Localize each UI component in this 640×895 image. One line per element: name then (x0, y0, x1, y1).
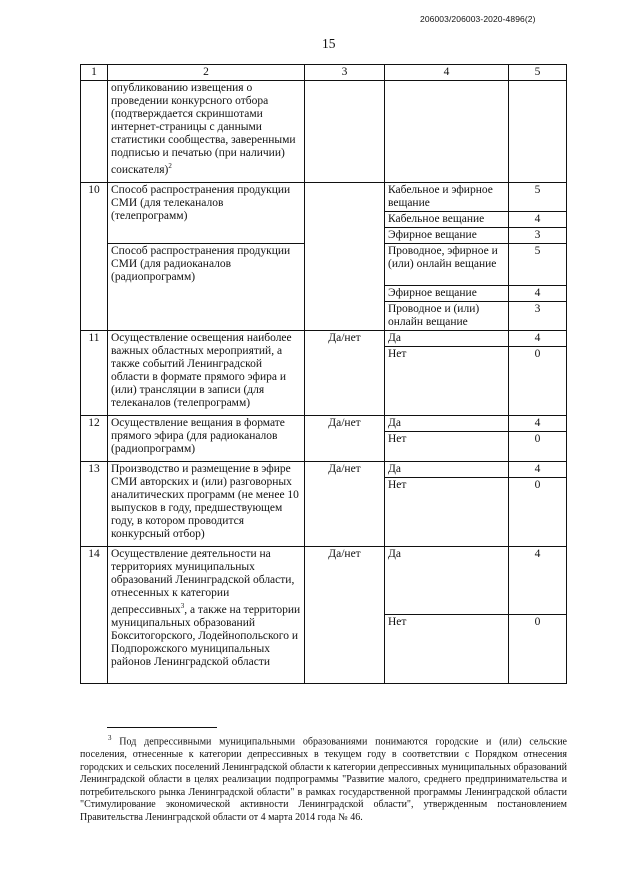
option-score: 3 (509, 228, 567, 244)
row-number: 14 (81, 547, 108, 684)
footnote-ref: 2 (168, 162, 172, 170)
column-header: 5 (509, 65, 567, 81)
footnote-mark: 3 (108, 734, 112, 742)
option-score: 4 (509, 331, 567, 347)
column-header: 2 (108, 65, 305, 81)
table-row (81, 547, 567, 615)
option-score: 0 (509, 615, 567, 683)
criterion-cell: Способ распространения продукции СМИ (для радиоканалов (радиопрограмм) (108, 244, 305, 331)
option-score: 5 (509, 244, 567, 286)
criterion-cell (108, 81, 305, 183)
option-score: 4 (509, 286, 567, 302)
yes-no-cell (305, 81, 385, 183)
option-label: Кабельное вещание (385, 212, 509, 228)
option-label: Проводное и (или) онлайн вещание (385, 302, 509, 331)
footnote-text: Под депрессивными муниципальными образованиями понимаются городские и (или) сельские поселения, отнесенные к категории депрессивных в текущем году в соответствии с Порядком отнесения городских и сельских поселений Ленинградской области к категории депрессивных муниципальных образований Ленинградской области в целях реализации подпрограммы "Развитие малого, среднего предпринимательства и потребительского рынка Ленинградской области" в рамках государственной программы Ленинградской области "Стимулирование экономической активности Ленинградской области", утвержденным постановлением Правительства Ленинградской области от 4 марта 2014 года № 46. (80, 736, 567, 823)
criterion-cell: Осуществление вещания в формате прямого эфира (для радиоканалов (радиопрограмм) (108, 416, 305, 462)
document-id: 206003/206003-2020-4896(2) (420, 14, 536, 24)
option-score: 4 (509, 547, 567, 615)
footnote-ref: 3 (180, 602, 185, 610)
row-number: 13 (81, 462, 108, 547)
column-header: 1 (81, 65, 108, 81)
criterion-cell: Производство и размещение в эфире СМИ авторских и (или) разговорных аналитических программ (не менее 10 выпусков в году, предшествующем году, в котором проводится конкурсный отбор) (108, 462, 305, 547)
option-score: 4 (509, 462, 567, 478)
option-score: 4 (509, 416, 567, 432)
page-number: 15 (322, 36, 336, 51)
option-label: Да (385, 416, 509, 432)
yes-no-cell: Да/нет (305, 462, 385, 547)
option-score: 0 (509, 432, 567, 462)
criteria-table (80, 64, 567, 684)
table-header-row (81, 65, 567, 81)
option-label: Эфирное вещание (385, 228, 509, 244)
option-label: Нет (385, 432, 509, 462)
option-label: Нет (385, 347, 509, 416)
option-score: 0 (509, 347, 567, 416)
score-cell (509, 81, 567, 183)
option-score: 0 (509, 478, 567, 547)
table-row (81, 416, 567, 432)
yes-no-cell: Да/нет (305, 331, 385, 416)
footnote-divider (107, 727, 217, 728)
option-label: Да (385, 547, 509, 615)
row-number (81, 81, 108, 183)
footnote (80, 732, 567, 824)
option-label: Да (385, 462, 509, 478)
column-header: 3 (305, 65, 385, 81)
table-row (81, 331, 567, 347)
option-score: 5 (509, 183, 567, 212)
criterion-cell: Способ распространения продукции СМИ (для телеканалов (телепрограмм) (108, 183, 305, 244)
option-label: Да (385, 331, 509, 347)
option-label: Нет (385, 478, 509, 547)
option-label: Проводное, эфирное и (или) онлайн вещание (385, 244, 509, 286)
row-number: 10 (81, 183, 108, 331)
option-label: Кабельное и эфирное вещание (385, 183, 509, 212)
row-number: 11 (81, 331, 108, 416)
option-score: 3 (509, 302, 567, 331)
row-number: 12 (81, 416, 108, 462)
option-score: 4 (509, 212, 567, 228)
option-label: Нет (385, 615, 509, 683)
yes-no-cell (305, 183, 385, 331)
criterion-text: Осуществление деятельности на территориях муниципальных образований Ленинградской области, отнесенных к категории депрессивных (111, 548, 295, 616)
criterion-cell: Осуществление освещения наиболее важных областных мероприятий, а также событий Ленинградской области в формате прямого эфира и (или) трансляции в записи (для телеканалов (телепрограмм) (108, 331, 305, 416)
table-row (81, 462, 567, 478)
column-header: 4 (385, 65, 509, 81)
yes-no-cell: Да/нет (305, 547, 385, 684)
option-cell (385, 81, 509, 183)
criterion-text: , а также на территории муниципальных образований Бокситогорского, Лодейнопольского и Подпорожского муниципальных районов Ленинградской области (111, 603, 301, 668)
table-row (81, 183, 567, 212)
yes-no-cell: Да/нет (305, 416, 385, 462)
table-row (81, 81, 567, 183)
option-label: Эфирное вещание (385, 286, 509, 302)
criterion-text: опубликованию извещения о проведении конкурсного отбора (подтверждается скриншотами интернет-страницы с данными статистики сообщества, заверенными подписью и печатью (при наличии) соискателя) (111, 82, 296, 176)
criterion-cell (108, 547, 305, 684)
